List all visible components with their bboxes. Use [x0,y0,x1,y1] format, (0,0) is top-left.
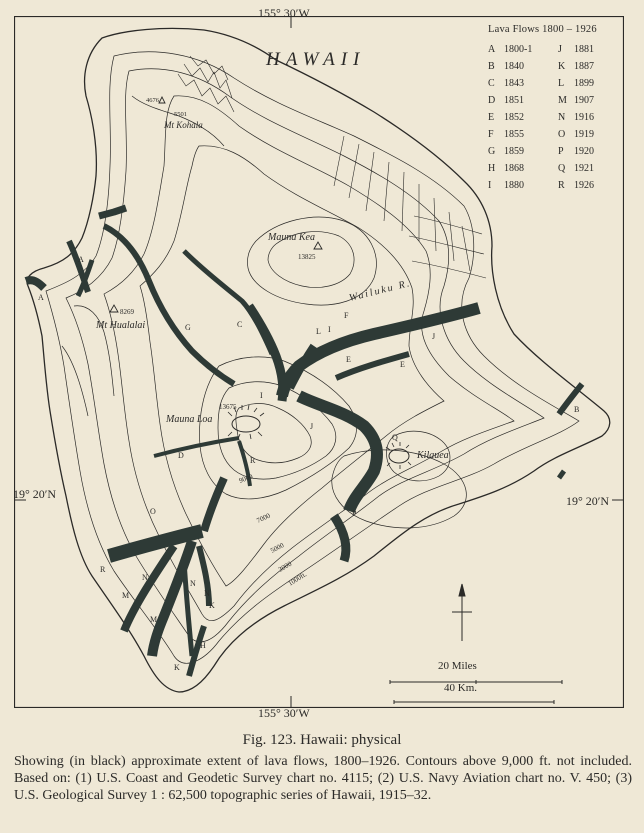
contour-label: 3000 [277,559,294,574]
label-mauna-loa: Mauna Loa [166,414,213,425]
flow-letter: A [78,255,84,264]
legend-letter: Q [558,163,566,174]
lat-label-left: 19° 20′N [13,487,57,501]
lava-flow [204,478,224,531]
legend-letter: H [488,163,496,174]
flow-letter: K [209,601,215,610]
legend-row [488,92,628,109]
figure-title: Fig. 123. Hawaii: physical [242,732,402,748]
lava-flow [184,561,192,656]
flow-letter: F [344,311,349,320]
flow-letter: I [328,325,331,334]
legend-row [488,160,628,177]
label-mt-hualalai: Mt Hualalai [96,320,146,331]
legend-year: 1880 [504,180,524,191]
legend-letter: L [558,78,565,89]
legend-letter: J [558,44,562,55]
lava-flow [249,306,283,401]
lon-label-bottom: 155° 30′W [258,706,310,720]
lava-flow [559,471,564,478]
lon-label-top: 155° 30′W [258,6,310,20]
flow-letter: O [150,507,156,516]
label-mauna-loa-el: 13675 [219,403,237,411]
contour-label: 5000 [269,541,286,555]
flow-letter: L [316,327,321,336]
flow-letter: N [204,589,210,598]
legend-year: 1851 [504,95,524,106]
lava-flow [334,516,346,561]
flow-letter: E [400,360,405,369]
flow-letter: C [237,320,243,329]
lava-flows [26,208,582,676]
flow-letter: B [574,405,580,414]
legend-year: 1899 [574,78,594,89]
flow-letters [38,255,579,672]
scale-miles: 20 Miles [438,660,477,672]
legend-letter: A [488,44,496,55]
flow-letter: Q [392,433,398,442]
label-kilauea: Kilauea [417,450,449,461]
scale-km: 40 Km. [444,682,477,694]
flow-letter: R [250,456,256,465]
kohala-peak-icon [159,97,165,103]
lava-flow [184,251,272,354]
legend-year: 1916 [574,112,594,123]
map-title: HAWAII [266,49,366,70]
hualalai-peak-icon [110,305,118,312]
flow-letter: R [100,565,106,574]
flow-letter: G [185,323,191,332]
legend-year: 1868 [504,163,524,174]
contour-label: 9000 [237,472,254,485]
flow-letter: P [352,509,357,518]
lava-flow [299,396,377,511]
flow-letter: K [174,663,180,672]
legend-year: 1852 [504,112,524,123]
legend-year: 1887 [574,61,594,72]
legend-letter: R [558,180,565,191]
legend-letter: D [488,95,496,106]
flow-letter: I [260,391,263,400]
label-wailuku: Wailuku R. [348,277,413,304]
legend-letter: F [488,129,494,140]
legend-letter: O [558,129,566,140]
legend-letter: I [488,180,492,191]
lava-flow [104,226,234,384]
legend-year: 1920 [574,146,594,157]
legend-row [488,177,628,194]
label-mt-kohala: Mt Kohala [164,120,203,130]
legend-row [488,126,628,143]
legend-year: 1859 [504,146,524,157]
legend-letter: G [488,146,496,157]
legend-year: 1800-1 [504,44,533,55]
mauna-kea-peak-icon [314,242,322,249]
legend-year: 1907 [574,95,594,106]
flow-letter: M [150,615,158,624]
figure-caption: Showing (in black) approximate extent of lava flows, 1800–1926. Contours above 9,000 ft. not included. Based on: (1) U.S. Coast and Geodetic Survey chart no. 4115; (2) U.S. Navy Aviation chart no. V. 450; (3) U.S. Geological Survey 1 : 62,500 topographic series of Hawaii, 1915–32. [14,754,632,803]
contour-labels [238,472,308,587]
legend-year: 1921 [574,163,594,174]
flow-letter: M [122,591,130,600]
legend-rows [488,41,628,194]
label-mauna-kea: Mauna Kea [268,232,315,243]
flow-letter: A [38,293,44,302]
contour-label: 1000ft. [286,570,309,588]
legend-letter: P [558,146,564,157]
legend [488,24,628,194]
contour-line [218,382,336,479]
lava-flow [154,438,239,456]
legend-row [488,75,628,92]
legend-year: 1843 [504,78,524,89]
kilauea-caldera [389,449,409,463]
lat-label-right: 19° 20′N [566,494,610,508]
flow-letter: E [346,355,351,364]
flow-letter: J [310,422,314,431]
legend-letter: C [488,78,495,89]
flow-letter: J [432,332,436,341]
flow-letter: N [142,573,148,582]
label-kohala-el-2: 5501 [174,111,187,118]
label-hualalai-el: 8269 [120,308,134,316]
contour-label: 7000 [255,511,272,525]
contour-line [236,404,314,463]
legend-letter: N [558,112,566,123]
legend-year: 1926 [574,180,594,191]
kohala-gullies [178,56,234,112]
label-kohala-el-1: 4676 [146,97,159,104]
north-arrow-icon [452,584,472,641]
flow-letter: H [200,641,206,650]
legend-row [488,58,628,75]
legend-row [488,143,628,160]
legend-title: Lava Flows 1800 – 1926 [488,24,597,35]
legend-year: 1855 [504,129,524,140]
legend-letter: B [488,61,495,72]
ne-ravines [334,136,486,278]
legend-letter: M [558,95,567,106]
flow-letter: D [178,451,184,460]
legend-letter: E [488,112,495,123]
legend-year: 1881 [574,44,594,55]
label-mauna-kea-el: 13825 [298,253,316,261]
legend-year: 1919 [574,129,594,140]
flow-letter: N [190,579,196,588]
legend-letter: K [558,61,566,72]
legend-row [488,41,628,58]
legend-row [488,109,628,126]
legend-year: 1840 [504,61,524,72]
